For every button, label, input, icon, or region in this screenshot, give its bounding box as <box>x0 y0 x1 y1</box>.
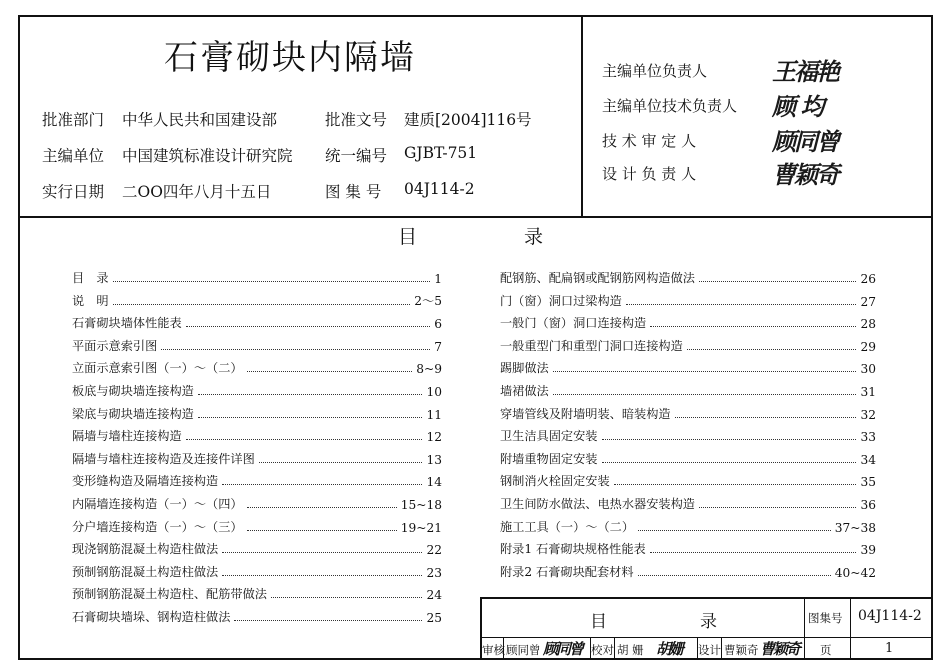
toc-entry-page: 23 <box>426 565 442 580</box>
toc-entry[interactable] <box>500 381 876 399</box>
titleblock-divider-2 <box>850 597 851 660</box>
toc-heading-right: 录 <box>524 226 544 248</box>
toc-entry[interactable] <box>500 562 876 580</box>
toc-entry[interactable] <box>72 471 442 489</box>
titleblock-atlas-label: 图集号 <box>808 611 843 625</box>
toc-entry-title: 分户墙连接构造（一）～（三） <box>72 519 243 534</box>
toc-entry[interactable] <box>500 494 876 512</box>
toc-entry[interactable] <box>500 517 876 535</box>
label-atlas-no: 图 集 号 <box>325 183 382 201</box>
toc-entry[interactable] <box>500 426 876 444</box>
toc-entry-title: 一般门（窗）洞口连接构造 <box>500 316 647 331</box>
atlas-title: 石膏砌块内隔墙 <box>164 38 416 78</box>
toc-entry-title: 预制钢筋混凝土构造柱、配筋带做法 <box>72 587 267 602</box>
toc-entry-page: 27 <box>860 294 876 309</box>
toc-entry-title: 踢脚做法 <box>500 361 549 376</box>
toc-dot-leader <box>271 597 422 598</box>
toc-entry[interactable] <box>72 291 442 309</box>
toc-dot-leader <box>222 552 422 553</box>
toc-entry-title: 内隔墙连接构造（一）～（四） <box>72 497 243 511</box>
titleblock-check-name: 胡 姗 <box>617 643 644 657</box>
toc-entry-title: 一般重型门和重型门洞口连接构造 <box>500 338 683 353</box>
toc-dot-leader <box>247 507 397 508</box>
toc-entry-page: 37~38 <box>834 520 876 535</box>
toc-dot-leader <box>113 281 431 282</box>
toc-dot-leader <box>675 417 857 418</box>
toc-dot-leader <box>602 439 857 440</box>
toc-dot-leader <box>553 371 857 372</box>
toc-entry-title: 附墙重物固定安装 <box>500 451 598 466</box>
toc-dot-leader <box>687 349 857 350</box>
titleblock-design-signature: 曹颖奇 <box>760 640 800 658</box>
toc-entry-title: 立面示意索引图（一）～（二） <box>72 361 243 376</box>
toc-dot-leader <box>699 281 856 282</box>
toc-entry[interactable] <box>72 517 442 535</box>
toc-entry[interactable] <box>500 313 876 331</box>
toc-dot-leader <box>553 394 857 395</box>
titleblock-divider-1 <box>804 597 805 660</box>
signature-label: 主编单位负责人 <box>602 62 708 80</box>
toc-entry-page: 36 <box>860 498 876 512</box>
toc-dot-leader <box>650 552 857 553</box>
toc-dot-leader <box>638 530 831 531</box>
toc-dot-leader <box>198 417 423 418</box>
handwritten-signature: 顾同曾 <box>772 128 838 156</box>
toc-dot-leader <box>186 326 431 327</box>
toc-entry-page: 1 <box>434 272 442 286</box>
toc-dot-leader <box>602 462 857 463</box>
titleblock-review-signature: 顾同曾 <box>543 640 583 658</box>
toc-entry[interactable] <box>72 336 442 354</box>
toc-entry-title: 卫生洁具固定安装 <box>500 429 598 444</box>
toc-entry-title: 隔墙与墙柱连接构造 <box>72 429 182 444</box>
toc-entry[interactable] <box>500 471 876 489</box>
toc-entry-title: 石膏砌块墙垛、钢构造柱做法 <box>72 610 231 624</box>
toc-entry[interactable] <box>72 268 442 286</box>
toc-entry-title: 钢制消火栓固定安装 <box>500 474 610 489</box>
handwritten-signature: 顾 均 <box>772 93 823 121</box>
toc-dot-leader <box>259 462 423 463</box>
value-unified-no: GJBT-751 <box>404 144 478 162</box>
toc-entry[interactable] <box>500 449 876 467</box>
label-unified-no: 统一编号 <box>325 147 388 165</box>
toc-entry-page: 14 <box>426 475 442 490</box>
toc-dot-leader <box>650 326 856 327</box>
toc-entry[interactable] <box>500 358 876 376</box>
toc-entry[interactable] <box>500 404 876 422</box>
toc-entry-page: 32 <box>860 407 876 422</box>
toc-dot-leader <box>222 484 422 485</box>
toc-entry[interactable] <box>72 584 442 602</box>
toc-entry-page: 7 <box>434 339 442 354</box>
toc-entry[interactable] <box>72 313 442 331</box>
toc-entry-title: 说 明 <box>72 293 109 308</box>
signature-label: 主编单位技术负责人 <box>602 97 738 115</box>
value-approval-dept: 中华人民共和国建设部 <box>122 111 278 129</box>
label-approval-no: 批准文号 <box>325 111 388 129</box>
titleblock-page-label: 页 <box>820 643 832 657</box>
toc-entry-title: 卫生间防水做法、电热水器安装构造 <box>500 497 695 511</box>
toc-entry-title: 目 录 <box>72 271 109 285</box>
titleblock-review-label: 审核 <box>482 643 505 657</box>
toc-entry-title: 配钢筋、配扁钢或配钢筋网构造做法 <box>500 271 695 285</box>
toc-entry-title: 穿墙管线及附墙明装、暗装构造 <box>500 406 671 421</box>
toc-entry-page: 26 <box>860 272 876 286</box>
toc-entry-title: 施工工具（一）～（二） <box>500 519 635 534</box>
toc-entry-page: 19~21 <box>400 520 442 535</box>
toc-entry-page: 10 <box>426 385 442 399</box>
toc-entry-page: 24 <box>426 588 442 603</box>
toc-entry-page: 30 <box>860 362 876 377</box>
handwritten-signature: 曹颖奇 <box>772 161 838 189</box>
toc-entry[interactable] <box>72 404 442 422</box>
toc-entry[interactable] <box>72 494 442 512</box>
toc-entry-page: 29 <box>860 339 876 354</box>
toc-entry-title: 石膏砌块墙体性能表 <box>72 316 182 331</box>
toc-entry-page: 22 <box>426 543 442 558</box>
toc-dot-leader <box>113 304 411 305</box>
toc-entry[interactable] <box>500 539 876 557</box>
toc-entry[interactable] <box>72 607 442 625</box>
toc-entry-page: 13 <box>426 452 442 467</box>
toc-entry-page: 40~42 <box>834 565 876 580</box>
toc-entry-title: 预制钢筋混凝土构造柱做法 <box>72 564 219 579</box>
toc-entry[interactable] <box>500 291 876 309</box>
toc-entry-title: 门（窗）洞口过梁构造 <box>500 293 622 308</box>
titleblock-design-name: 曹颖奇 <box>724 643 759 657</box>
titleblock-page-value: 1 <box>885 641 894 656</box>
titleblock-atlas-value: 04J114-2 <box>858 608 922 624</box>
handwritten-signature: 王福艳 <box>772 58 838 86</box>
label-editor-unit: 主编单位 <box>42 147 105 165</box>
toc-dot-leader <box>626 304 857 305</box>
toc-dot-leader <box>699 507 856 508</box>
toc-dot-leader <box>614 484 857 485</box>
label-effective-date: 实行日期 <box>42 183 105 201</box>
value-approval-no: 建质[2004]116号 <box>404 111 532 129</box>
toc-heading-left: 目 <box>398 226 418 248</box>
signature-label: 技 术 审 定 人 <box>602 132 697 150</box>
titleblock-top-border <box>480 597 933 599</box>
toc-entry-title: 附录1 石膏砌块规格性能表 <box>500 542 646 557</box>
titleblock-check-label: 校对 <box>591 643 614 657</box>
toc-dot-leader <box>222 575 422 576</box>
toc-dot-leader <box>234 620 422 621</box>
toc-entry-page: 33 <box>860 430 876 445</box>
toc-entry-page: 31 <box>860 385 876 399</box>
titleblock-review-name: 顾同曾 <box>506 643 541 657</box>
toc-entry-title: 变形缝构造及隔墙连接构造 <box>72 474 219 489</box>
signature-label: 设 计 负 责 人 <box>602 165 697 183</box>
toc-entry[interactable] <box>72 358 442 376</box>
titleblock-design-label: 设计 <box>698 643 721 657</box>
header-vertical-divider <box>581 15 583 217</box>
titleblock-check-signature: 胡姗 <box>656 640 683 658</box>
toc-dot-leader <box>186 439 423 440</box>
toc-entry-page: 15~18 <box>400 498 442 512</box>
toc-entry[interactable] <box>72 539 442 557</box>
label-approval-dept: 批准部门 <box>42 111 105 129</box>
toc-entry-title: 板底与砌块墙连接构造 <box>72 384 194 398</box>
titleblock-name-right: 录 <box>700 612 717 632</box>
toc-entry-title: 墙裙做法 <box>500 384 549 398</box>
toc-entry-title: 平面示意索引图 <box>72 338 158 353</box>
titleblock-name-left: 目 <box>590 612 607 632</box>
toc-entry-title: 附录2 石膏砌块配套材料 <box>500 564 634 579</box>
toc-entry-title: 现浇钢筋混凝土构造柱做法 <box>72 542 219 557</box>
value-editor-unit: 中国建筑标准设计研究院 <box>122 147 293 165</box>
toc-entry-page: 2～5 <box>414 293 442 308</box>
toc-entry-title: 梁底与砌块墙连接构造 <box>72 406 194 421</box>
toc-entry-page: 34 <box>860 452 876 467</box>
toc-entry-page: 6 <box>434 317 442 332</box>
toc-entry-page: 39 <box>860 543 876 558</box>
toc-dot-leader <box>638 575 831 576</box>
toc-entry[interactable] <box>72 426 442 444</box>
titleblock-cell-divider <box>614 637 615 660</box>
toc-dot-leader <box>198 394 423 395</box>
toc-entry-title: 隔墙与墙柱连接构造及连接件详图 <box>72 451 255 466</box>
toc-entry[interactable] <box>500 268 876 286</box>
toc-dot-leader <box>247 371 413 372</box>
value-atlas-no: 04J114-2 <box>404 180 475 198</box>
toc-entry[interactable] <box>72 449 442 467</box>
toc-entry-page: 28 <box>860 317 876 332</box>
toc-entry[interactable] <box>72 381 442 399</box>
toc-entry-page: 25 <box>426 611 442 625</box>
toc-dot-leader <box>161 349 430 350</box>
value-effective-date: 二OO四年八月十五日 <box>122 183 272 201</box>
toc-dot-leader <box>247 530 397 531</box>
toc-entry[interactable] <box>500 336 876 354</box>
toc-entry-page: 12 <box>426 430 442 445</box>
toc-entry[interactable] <box>72 562 442 580</box>
toc-entry-page: 8~9 <box>416 362 442 377</box>
toc-entry-page: 11 <box>426 407 442 422</box>
titleblock-cell-divider <box>721 637 722 660</box>
header-divider <box>18 216 933 218</box>
toc-entry-page: 35 <box>860 475 876 490</box>
